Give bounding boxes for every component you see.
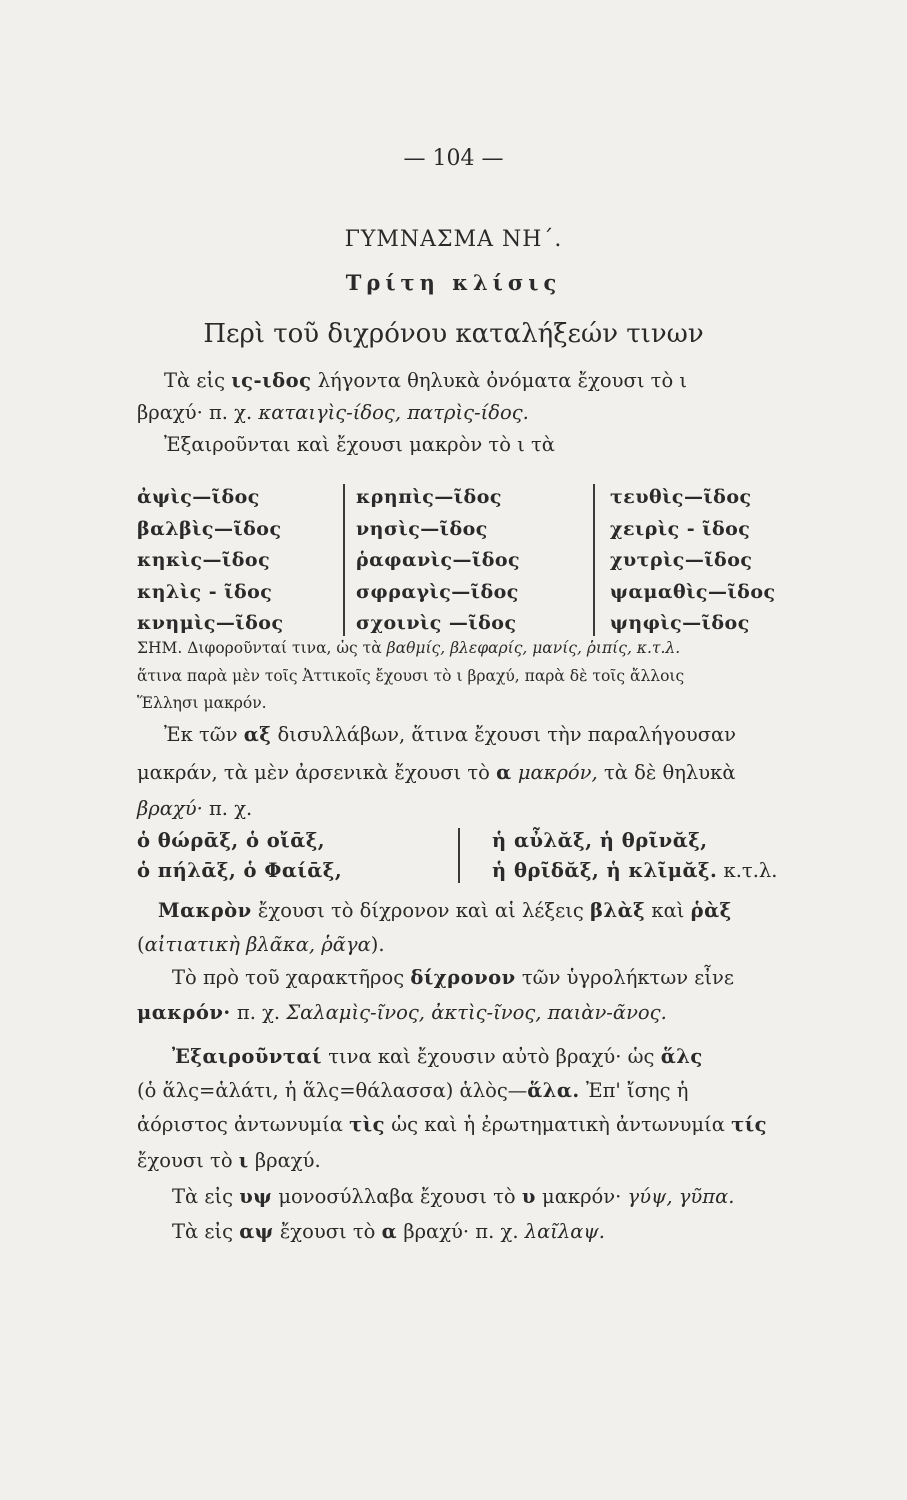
table-cell: κηκὶς—ῖδος [137,549,271,571]
example-left-1: ὁ θώρᾱξ, ὁ οἴᾱξ, [137,829,326,852]
table-cell: χειρὶς - ῖδος [610,517,751,540]
table-cell: τευθὶς—ῖδος [610,486,752,508]
note-line-2: ἅτινα παρὰ μὲν τοῖς Ἀττικοῖς ἔχουσι τὸ ι βραχύ, παρὰ δὲ τοῖς ἄλλοις [137,667,685,685]
table-cell: σφραγὶς—ῖδος [356,580,519,603]
column-divider [458,828,460,883]
section-title: Περὶ τοῦ διχρόνου καταλήξεών τινων [203,319,704,349]
table-cell: κηλὶς - ῖδος [137,580,273,603]
para3-line-2: (ὁ ἅλς=ἁλάτι, ἡ ἅλς=θάλασσα) ἁλὸς—ἅλα. Ἐπ' ἴσης ἡ [137,1079,689,1102]
table-cell: ψηφὶς—ῖδος [610,612,750,634]
exercise-title: ΓΥΜΝΑΣΜΑ ΝΗ΄. [344,227,563,252]
example-right-1: ἡ αὖλᾰξ, ἡ θρῖνᾰξ, [492,829,708,852]
para4-line-1: Τὰ εἰς υψ μονοσύλλαβα ἔχουσι τὸ υ μακρόν· γύψ, γῦπα. [172,1185,735,1208]
declension-heading: Τρίτη κλίσις [345,270,562,295]
table-cell: ψαμαθὶς—ῖδος [610,580,776,603]
para3-line-3: ἀόριστος ἀντωνυμία τὶς ὡς καὶ ἡ ἐρωτηματικὴ ἀντωνυμία τίς [137,1113,768,1136]
table-cell: χυτρὶς—ῖδος [610,549,753,571]
para3-line-4: ἔχουσι τὸ ι βραχύ. [137,1149,321,1172]
ax-line-1: Ἐκ τῶν αξ δισυλλάβων, ἅτινα ἔχουσι τὴν παραλήγουσαν [164,723,737,746]
para2-line-2: μακρόν· π. χ. Σαλαμὶς-ῖνος, ἀκτὶς-ῖνος, παιὰν-ᾶνος. [137,1001,667,1024]
table-column-3 [610,482,776,640]
example-left-2: ὁ πήλᾱξ, ὁ Φαίᾱξ, [137,859,343,882]
note-line-1: ΣΗΜ. Διφοροῦνταί τινα, ὡς τὰ βαθμίς, βλεφαρίς, μανίς, ῥιπίς, κ.τ.λ. [137,639,681,657]
table-cell: νησὶς—ῖδος [356,517,488,540]
table-cell: ἀψὶς—ῖδος [137,486,260,508]
para3-line-1: Ἐξαιροῦνταί τινα καὶ ἔχουσιν αὐτὸ βραχύ· ὡς ἅλς [172,1045,703,1068]
ax-line-3: βραχύ· π. χ. [137,797,253,820]
page-number: — 104 — [403,146,504,171]
para1-line-1: Μακρὸν ἔχουσι τὸ δίχρονον καὶ αἱ λέξεις βλὰξ καὶ ῥὰξ [158,899,732,922]
note-line-3: Ἕλλησι μακρόν. [137,694,267,712]
table-cell: βαλβὶς—ῖδος [137,517,282,540]
intro-line-2: βραχύ· π. χ. καταιγὶς-ίδος, πατρὶς-ίδος. [137,401,529,424]
intro-line-3: Ἐξαιροῦνται καὶ ἔχουσι μακρὸν τὸ ι τὰ [164,433,555,456]
table-cell: κρηπὶς—ῖδος [356,486,502,508]
para5-line-1: Τὰ εἰς αψ ἔχουσι τὸ α βραχύ· π. χ. λαῖλαψ. [172,1220,605,1243]
note-label: ΣΗΜ. [137,639,183,657]
intro-line-1: Τὰ εἰς ις-ιδος λήγοντα θηλυκὰ ὀνόματα ἔχουσι τὸ ι [164,369,688,392]
table-column-2 [356,482,520,640]
para2-line-1: Τὸ πρὸ τοῦ χαρακτῆρος δίχρονον τῶν ὑγρολήκτων εἶνε [172,966,735,989]
table-cell: ῥαφανὶς—ῖδος [356,549,521,571]
para1-line-2: (αἰτιατικὴ βλᾶκα, ῥᾶγα). [137,933,385,956]
table-cell: σχοινὶς —ῖδος [356,612,517,634]
example-right-2: ἡ θρῖδᾰξ, ἡ κλῖμᾰξ. κ.τ.λ. [492,859,778,882]
ax-line-2: μακράν, τὰ μὲν ἀρσενικὰ ἔχουσι τὸ α μακρόν, τὰ δὲ θηλυκὰ [137,761,736,784]
table-cell: κνημὶς—ῖδος [137,612,284,634]
column-divider [593,484,595,636]
column-divider [343,484,345,636]
table-column-1 [137,482,284,640]
